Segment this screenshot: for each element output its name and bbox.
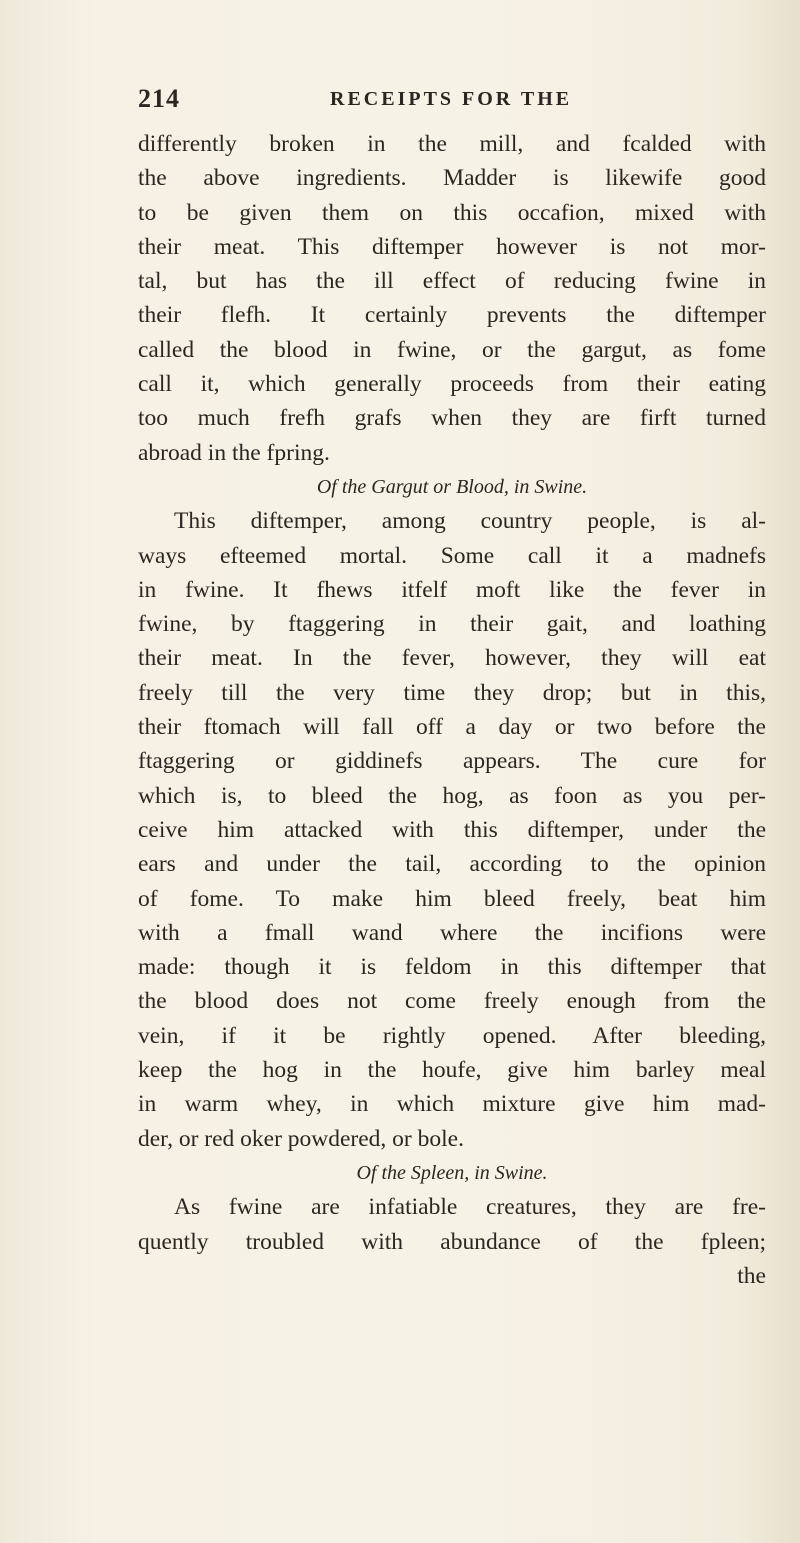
text-line: ways efteemed mortal. Some call it a madnefs bbox=[138, 542, 766, 569]
text-line: in fwine. It fhews itfelf moft like the fever in bbox=[138, 576, 766, 603]
text-line: their flefh. It certainly prevents the diftemper bbox=[138, 302, 766, 329]
section-heading: Of the Spleen, in Swine. bbox=[356, 1161, 548, 1184]
body-text bbox=[138, 127, 766, 1293]
text-line: keep the hog in the houfe, give him barley meal bbox=[138, 1057, 766, 1084]
text-line: tal, but has the ill effect of reducing fwine in bbox=[138, 268, 766, 295]
text-line: to be given them on this occafion, mixed with bbox=[138, 199, 766, 226]
text-line: vein, if it be rightly opened. After bleeding, bbox=[138, 1022, 766, 1049]
text-line: quently troubled with abundance of the fpleen; bbox=[138, 1228, 766, 1255]
text-line: their meat. In the fever, however, they will eat bbox=[138, 645, 766, 672]
running-head: RECEIPTS FOR THE bbox=[330, 88, 573, 110]
text-line: differently broken in the mill, and fcalded with bbox=[138, 131, 766, 157]
text-line: too much frefh grafs when they are firft turned bbox=[138, 405, 766, 432]
text-line: the above ingredients. Madder is likewife good bbox=[138, 165, 766, 192]
text-line: abroad in the fpring. bbox=[138, 439, 330, 466]
catchword: the bbox=[737, 1262, 766, 1289]
page-header bbox=[138, 84, 748, 116]
text-line: This diftemper, among country people, is al- bbox=[174, 508, 766, 535]
text-line: ceive him attacked with this diftemper, under the bbox=[138, 816, 766, 843]
text-line: with a fmall wand where the incifions were bbox=[138, 919, 766, 946]
text-line: made: though it is feldom in this diftemper that bbox=[138, 954, 766, 981]
text-line: their meat. This diftemper however is not mor- bbox=[138, 233, 766, 260]
text-line: the blood does not come freely enough from the bbox=[138, 988, 766, 1015]
text-line: of fome. To make him bleed freely, beat him bbox=[138, 885, 766, 912]
text-line: ftaggering or giddinefs appears. The cure for bbox=[138, 748, 766, 775]
text-line: ears and under the tail, according to the opinion bbox=[138, 851, 766, 878]
text-line: in warm whey, in which mixture give him mad- bbox=[138, 1091, 766, 1118]
text-line: freely till the very time they drop; but in this, bbox=[138, 679, 766, 706]
text-line: called the blood in fwine, or the gargut, as fome bbox=[138, 336, 766, 363]
text-line: their ftomach will fall off a day or two before the bbox=[138, 714, 766, 741]
text-line: fwine, by ftaggering in their gait, and loathing bbox=[138, 611, 766, 638]
page-number: 214 bbox=[138, 84, 180, 113]
section-heading: Of the Gargut or Blood, in Swine. bbox=[316, 475, 588, 498]
text-line: As fwine are infatiable creatures, they are fre- bbox=[174, 1194, 766, 1221]
text-line: der, or red oker powdered, or bole. bbox=[138, 1125, 464, 1152]
text-line: which is, to bleed the hog, as foon as you per- bbox=[138, 782, 766, 809]
text-line: call it, which generally proceeds from their eating bbox=[138, 371, 766, 398]
